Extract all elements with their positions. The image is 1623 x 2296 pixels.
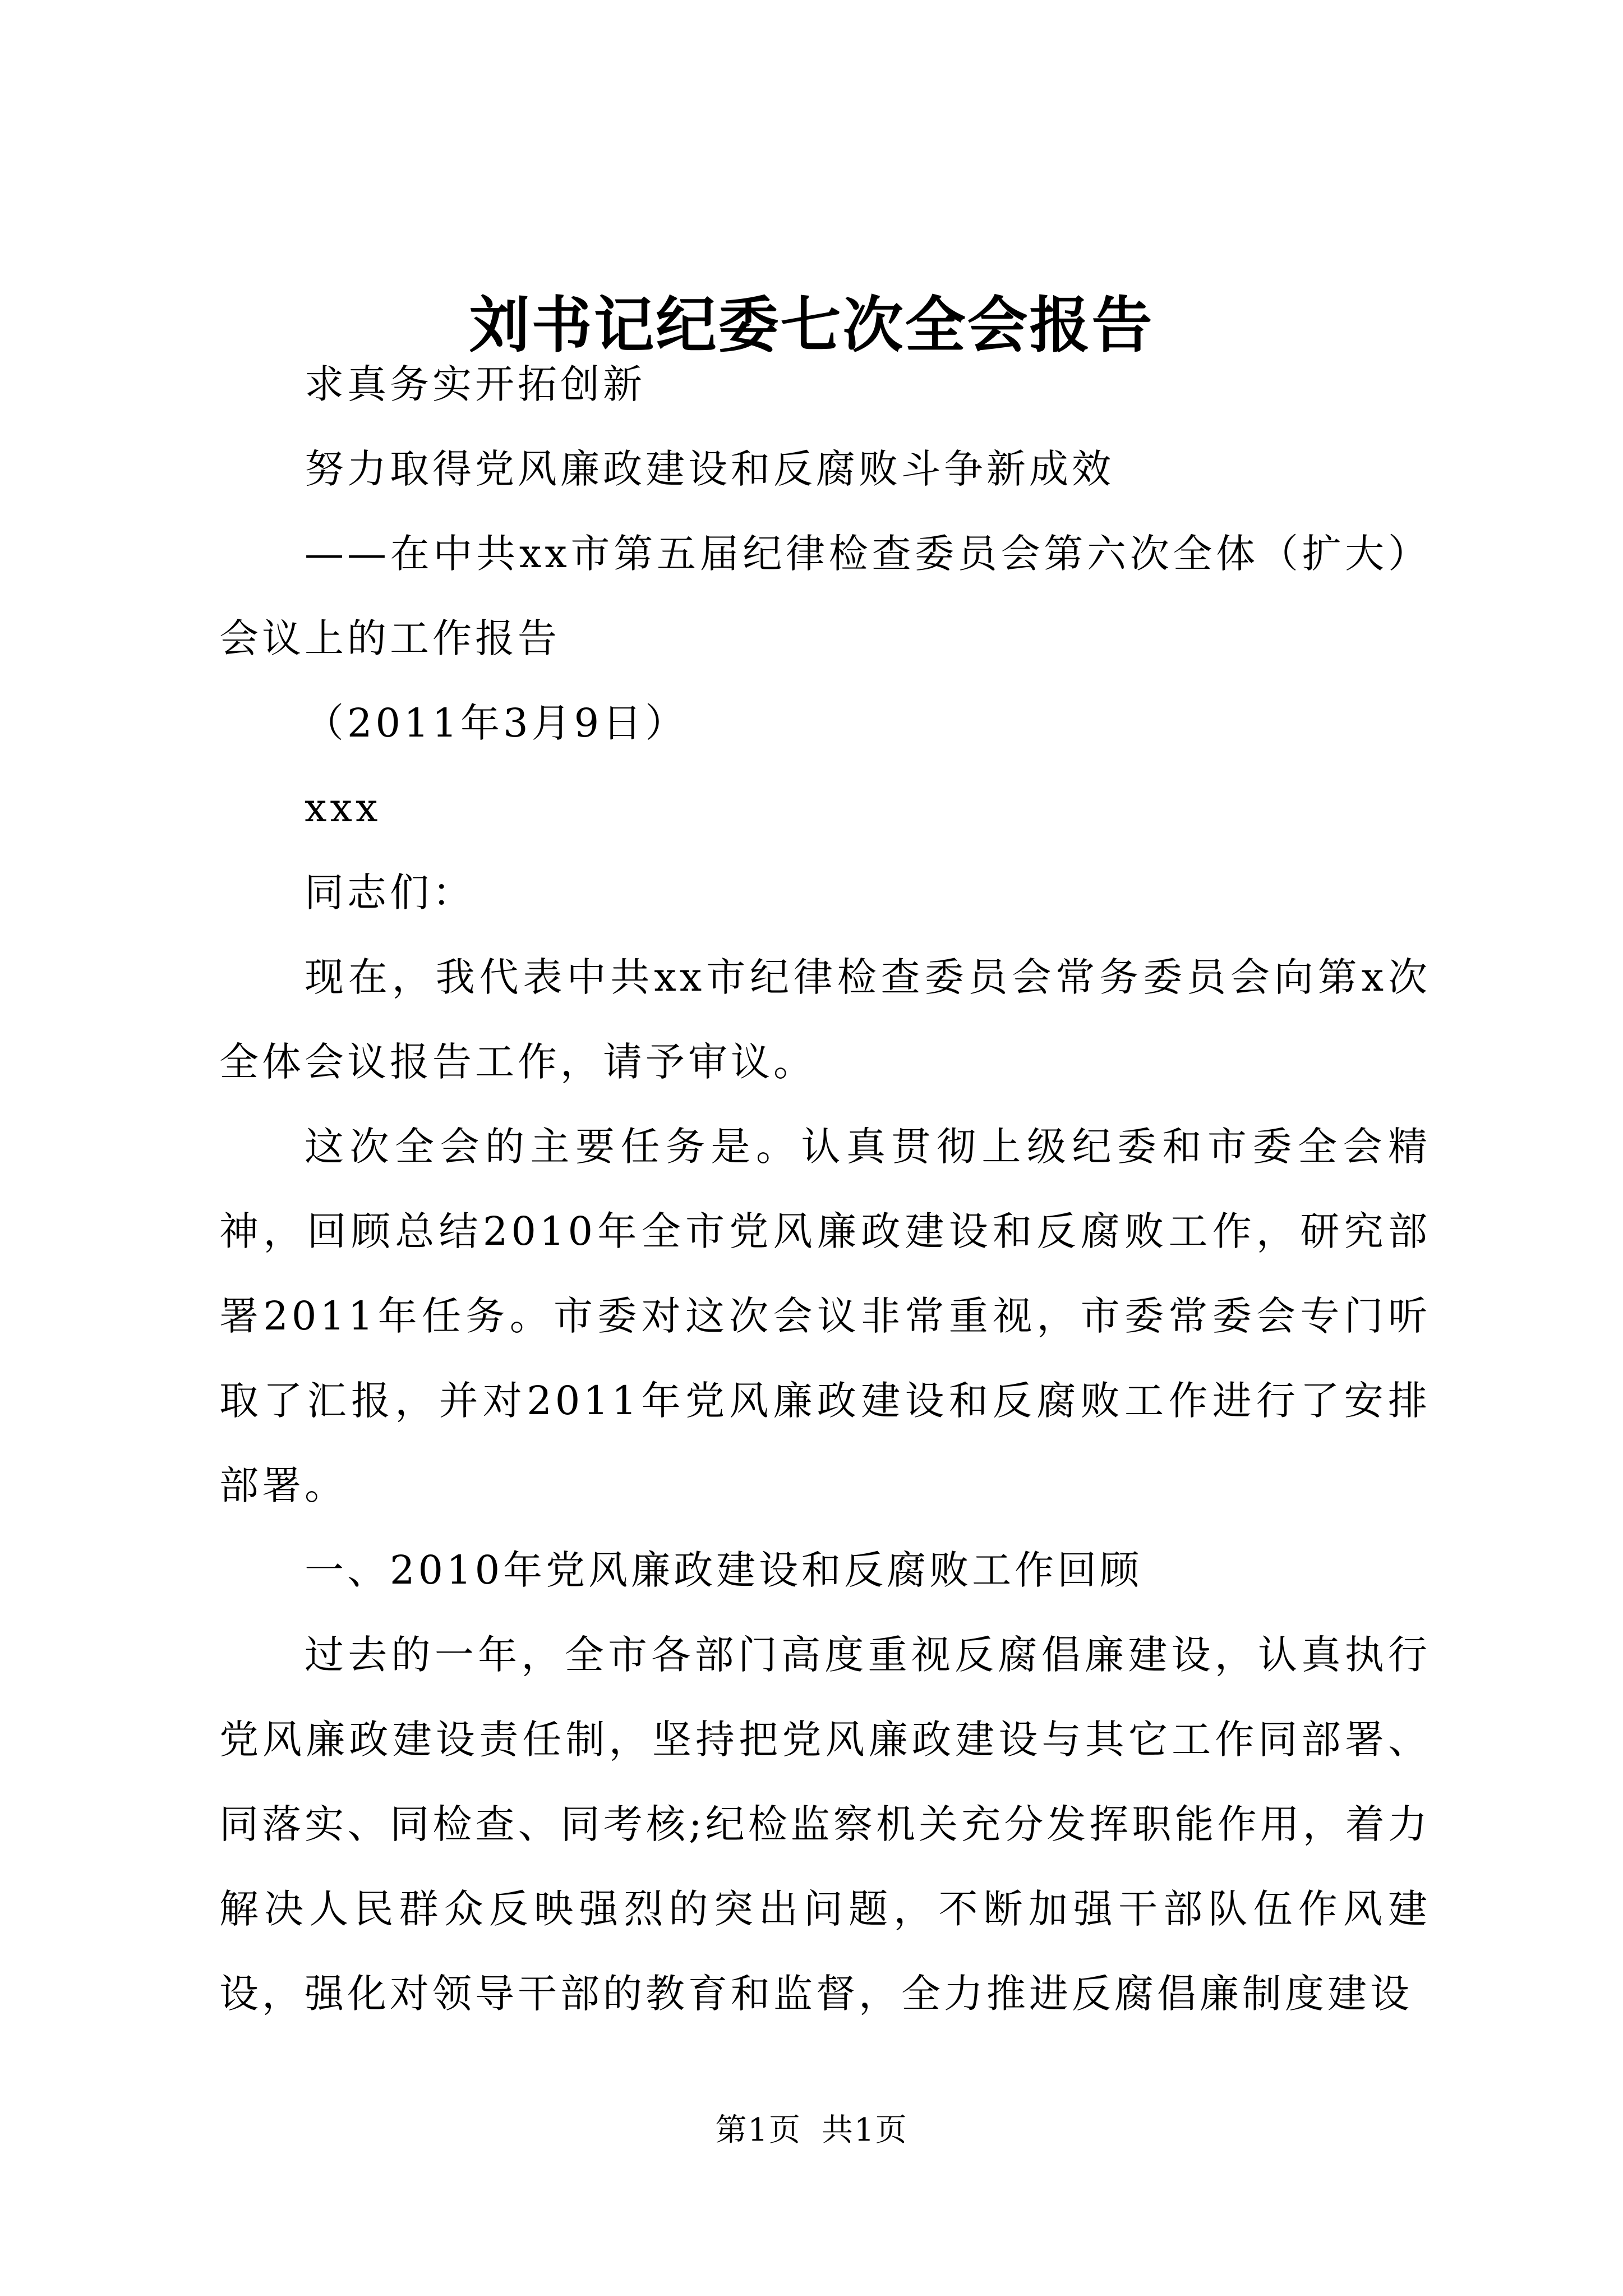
body-paragraph: 这次全会的主要任务是。认真贯彻上级纪委和市委全会精神，回顾总结2010年全市党风廉政建设和反腐败工作，研究部署2011年任务。市委对这次会议非常重视，市委常委会专门听取了汇报，并对2011年党风廉政建设和反腐败工作进行了安排部署。 [219,1124,1431,1508]
section-heading: 一、2010年党风廉政建设和反腐败工作回顾 [305,1547,1143,1593]
subtitle-line-1: 求真务实开拓创新 [305,361,645,407]
body-paragraph: 过去的一年，全市各部门高度重视反腐倡廉建设，认真执行党风廉政建设责任制，坚持把党风廉政建设与其它工作同部署、同落实、同检查、同考核;纪检监察机关充分发挥职能作用，着力解决人民群众反映强烈的突出问题，不断加强干部队伍作风建设，强化对领导干部的教育和监督，全力推进反腐倡廉制度建设 [219,1632,1431,2017]
page-footer [0,2108,1623,2153]
speaker-name: xxx [305,785,381,831]
body-paragraph: 现在，我代表中共xx市纪律检查委员会常务委员会向第x次全体会议报告工作，请予审议。 [219,954,1431,1085]
salutation: 同志们： [305,869,475,915]
page-number: 第1页 [715,2112,801,2148]
report-date: （2011年3月9日） [305,700,688,746]
subtitle-line-3: ——在中共xx市第五届纪律检查委员会第六次全体（扩大）会议上的工作报告 [219,531,1431,661]
page-total: 共1页 [822,2112,908,2148]
document-title: 刘书记纪委七次全会报告 [469,290,1154,361]
document-body [219,342,1431,2036]
subtitle-line-2: 努力取得党风廉政建设和反腐败斗争新成效 [305,446,1114,492]
